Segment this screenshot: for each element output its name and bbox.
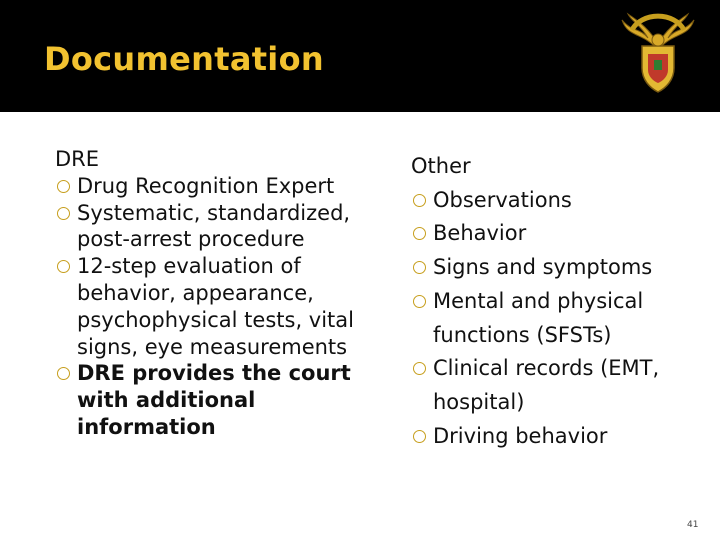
list-item: Driving behavior — [411, 420, 711, 454]
circle-bullet-icon — [57, 260, 70, 273]
page-number: 41 — [687, 520, 699, 530]
circle-bullet-icon — [57, 367, 70, 380]
list-item: Drug Recognition Expert — [55, 173, 355, 200]
left-column — [55, 146, 355, 441]
slide-title: Documentation — [44, 40, 324, 78]
circle-bullet-icon — [413, 362, 426, 375]
list-item: Observations — [411, 184, 711, 218]
list-item: DRE provides the court with additional information — [55, 360, 355, 440]
list-item: Systematic, standardized, post-arrest procedure — [55, 200, 355, 254]
list-item: Mental and physical functions (SFSTs) — [411, 285, 711, 352]
right-heading: Other — [411, 154, 471, 178]
list-item: Signs and symptoms — [411, 251, 711, 285]
circle-bullet-icon — [57, 207, 70, 220]
title-bar — [0, 0, 720, 112]
circle-bullet-icon — [413, 295, 426, 308]
circle-bullet-icon — [413, 227, 426, 240]
circle-bullet-icon — [413, 430, 426, 443]
list-item: 12-step evaluation of behavior, appearance, psychophysical tests, vital signs, eye measurements — [55, 253, 355, 360]
circle-bullet-icon — [57, 180, 70, 193]
circle-bullet-icon — [413, 261, 426, 274]
eagle-crest-icon — [618, 10, 698, 98]
right-column — [411, 150, 711, 453]
left-heading: DRE — [55, 147, 100, 171]
list-item: Behavior — [411, 217, 711, 251]
list-item: Clinical records (EMT, hospital) — [411, 352, 711, 419]
circle-bullet-icon — [413, 194, 426, 207]
